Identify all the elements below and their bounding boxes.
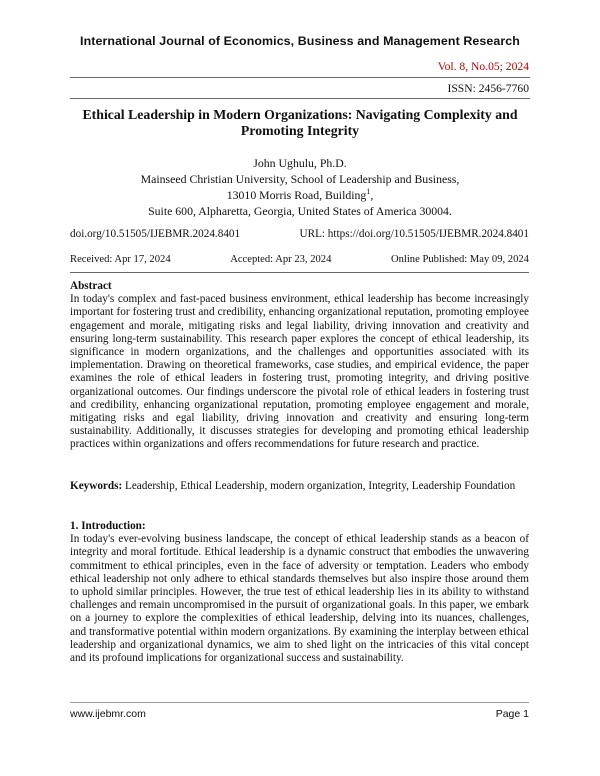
introduction-heading: 1. Introduction: xyxy=(70,520,146,532)
header-divider xyxy=(70,77,530,78)
affiliation-line: 13010 Morris Road, Building$^1$, xyxy=(226,187,374,202)
abstract-section xyxy=(70,280,529,452)
website-link[interactable]: www.ijebmr.com xyxy=(70,708,146,720)
doi-row xyxy=(70,228,529,240)
keywords-section xyxy=(70,480,529,493)
introduction-section xyxy=(70,520,529,665)
author-block xyxy=(70,155,530,219)
keywords-text: Leadership, Ethical Leadership, modern organization, Integrity, Leadership Foundation xyxy=(125,480,516,492)
paper-title xyxy=(70,107,530,139)
url-link[interactable]: URL: https://doi.org/10.51505/IJEBMR.2024.8401 xyxy=(299,228,529,240)
volume-info: Vol. 8, No.05; 2024 xyxy=(437,60,529,73)
header-divider xyxy=(70,98,530,99)
abstract-heading: Abstract xyxy=(70,280,112,292)
doi-link[interactable]: doi.org/10.51505/IJEBMR.2024.8401 xyxy=(70,228,241,240)
dates-row xyxy=(70,254,529,265)
footer-divider xyxy=(70,702,529,703)
published-date: Online Published: May 09, 2024 xyxy=(390,254,529,265)
dates-divider xyxy=(70,272,529,273)
affiliation-line: Suite 600, Alpharetta, Georgia, United States of America 30004. xyxy=(148,204,452,218)
introduction-text: In today's ever-evolving business landscape, the concept of ethical leadership stands as a beacon of integrity and moral fortitude. Ethical leadership is a dynamic construct that embodies the unwavering commitment to ethical principles, even in the face of adversity or temptation. Leaders who embody ethical leadership not only adhere to ethical standards themselves but also inspire those around them to uphold similar principles. However, the true test of ethical leadership lies in its ability to withstand challenges and remain uncompromised in the pursuit of organizational goals. In this paper, we embark on a journey to explore the complexities of ethical leadership, delving into its nuances, challenges, and transformative potential within modern organizations. By examining the interplay between ethical leadership and organizational dynamics, we aim to shed light on the intricacies of this vital concept and its profound implications for organizational success and sustainability. xyxy=(70,533,529,665)
abstract-text: In today's complex and fast-paced business environment, ethical leadership has become increasingly important for fostering trust and credibility, enhancing organizational reputation, promoting employee engagement and morale, mitigating risks and legal liability, driving innovation and creativity and ensuring long-term sustainability. This research paper explores the concept of ethical leadership, its significance in modern organizations, and the challenges and opportunities associated with its implementation. Drawing on theoretical frameworks, case studies, and empirical evidence, the paper examines the role of ethical leaders in fostering trust, promoting integrity, and driving positive organizational outcomes. Our findings underscore the pivotal role of ethical leaders in fostering trust and credibility, enhancing organizational reputation, promoting employee engagement and morale, mitigating risks and egal liability, driving innovation and creativity and ensuring long-term sustainability. Additionally, it discusses strategies for developing and promoting ethical leadership practices within organizations and offers recommendations for future research and practice. xyxy=(70,293,529,451)
affiliation-line: Mainseed Christian University, School of Leadership and Business, xyxy=(140,172,460,186)
accepted-date: Accepted: Apr 23, 2024 xyxy=(230,254,332,265)
author-name: John Ughulu, Ph.D. xyxy=(253,156,347,170)
issn: ISSN: 2456-7760 xyxy=(447,82,529,95)
page-footer xyxy=(70,708,529,720)
page-number: Page 1 xyxy=(495,708,529,720)
received-date: Received: Apr 17, 2024 xyxy=(70,254,171,265)
title-line: Promoting Integrity xyxy=(240,123,360,138)
journal-title: International Journal of Economics, Business and Management Research xyxy=(80,34,520,48)
title-line: Ethical Leadership in Modern Organizations: Navigating Complexity and xyxy=(82,107,518,122)
keywords-label: Keywords: xyxy=(70,480,123,492)
